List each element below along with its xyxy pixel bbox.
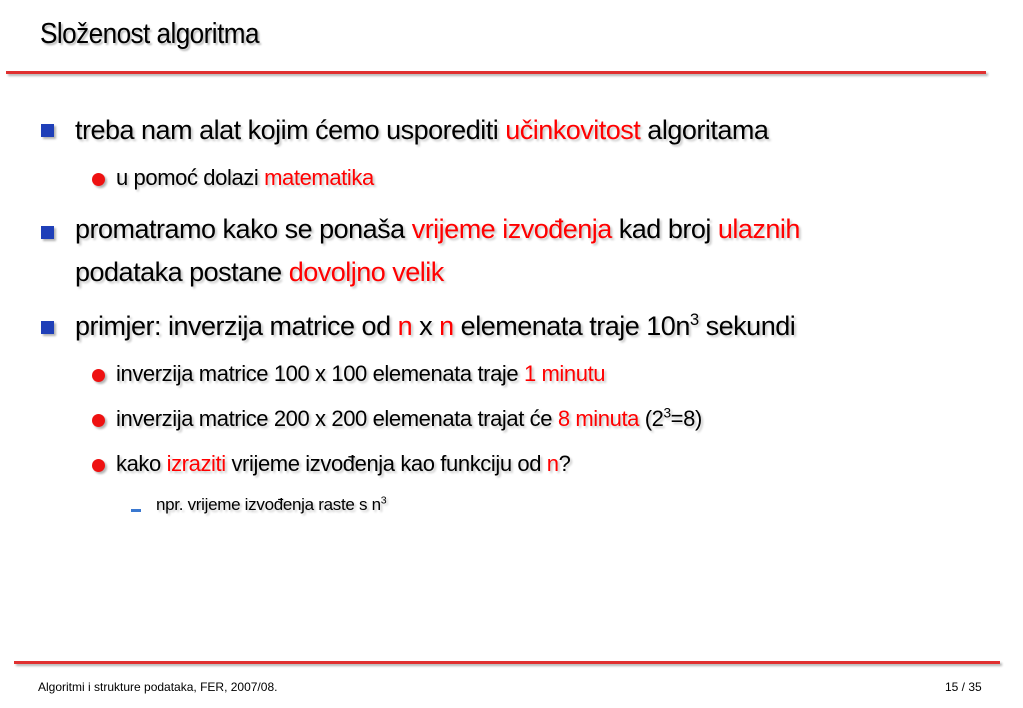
bullet-text: primjer: inverzija matrice od n x n elemenata traje $10n^3$ sekundi bbox=[75, 310, 796, 341]
footer-divider bbox=[14, 661, 1000, 664]
footer-course: Algoritmi i strukture podataka, FER, 2007/08. bbox=[38, 680, 278, 694]
dot-bullet-icon bbox=[92, 173, 105, 186]
dot-bullet-icon bbox=[92, 369, 105, 382]
sub-bullet-text: kako izraziti vrijeme izvođenja kao funkciju od n? bbox=[116, 451, 571, 476]
square-bullet-icon bbox=[41, 321, 54, 334]
dot-bullet-icon bbox=[92, 459, 105, 472]
slide-title: Složenost algoritma bbox=[40, 18, 259, 50]
sub-bullet-text: inverzija matrice 100 x 100 elemenata traje 1 minutu bbox=[116, 361, 606, 386]
sub-bullet-text: inverzija matrice 200 x 200 elemenata trajat će 8 minuta $(2^3=8)$ bbox=[116, 405, 702, 431]
bullet-text-continuation: podataka postane dovoljno velik bbox=[75, 257, 444, 287]
square-bullet-icon bbox=[41, 226, 54, 239]
bullet-text: promatramo kako se ponaša vrijeme izvođenja kad broj ulaznih bbox=[75, 214, 800, 244]
bullet-text: treba nam alat kojim ćemo usporediti učinkovitost algoritama bbox=[75, 115, 769, 145]
dash-bullet-icon bbox=[131, 509, 141, 512]
footer-page-number: 15 / 35 bbox=[945, 680, 982, 694]
dot-bullet-icon bbox=[92, 414, 105, 427]
square-bullet-icon bbox=[41, 124, 54, 137]
sub-sub-bullet-text: npr. vrijeme izvođenja raste s $n^3$ bbox=[156, 494, 387, 514]
sub-bullet-text: u pomoć dolazi matematika bbox=[116, 165, 374, 190]
